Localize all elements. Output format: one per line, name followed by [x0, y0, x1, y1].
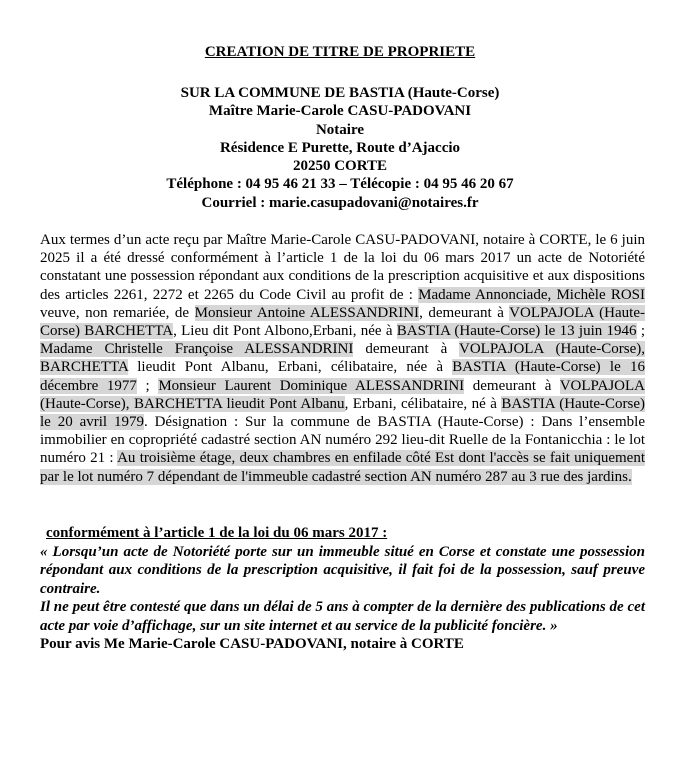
header-line-title: Notaire — [315, 121, 365, 138]
highlighted-text: BASTIA (Haute-Corse) le 16 décembre 1977 — [40, 359, 646, 394]
header-line-address: Résidence E Purette, Route d’Ajaccio — [219, 139, 461, 156]
body-text: demeurant à — [464, 377, 560, 394]
header-line-city: 20250 CORTE — [292, 158, 388, 175]
body-text: , Erbani, célibataire, né à — [344, 395, 502, 412]
highlighted-text: Madame Christelle Françoise ALESSANDRINI — [40, 341, 354, 358]
highlighted-text: VOLPAJOLA (Haute-Corse), BARCHETTA — [40, 341, 645, 376]
highlighted-text: VOLPAJOLA (Haute-Corse) BARCHETTA — [40, 304, 645, 340]
quote-paragraph: Il ne peut être contesté que dans un délai de 5 ans à compter de la dernière des publications de cet acte par voie d’affichage, sur un site internet et au service de la publicité foncière. » — [40, 599, 645, 634]
body-text: ; — [136, 377, 159, 394]
document-title: CREATION DE TITRE DE PROPRIETE — [204, 44, 476, 60]
header-line-email: Courriel : marie.casupadovani@notaires.fr — [201, 194, 479, 211]
notice-body — [40, 231, 645, 486]
header-line-commune: SUR LA COMMUNE DE BASTIA (Haute-Corse) — [180, 85, 500, 101]
body-text: ; — [636, 323, 645, 340]
highlighted-text: BASTIA (Haute-Corse) le 13 juin 1946 — [396, 323, 637, 340]
legal-quote — [40, 543, 645, 635]
highlighted-text: VOLPAJOLA (Haute-Corse), BARCHETTA lieudit Pont Albanu — [40, 377, 645, 412]
highlighted-text: Monsieur Antoine ALESSANDRINI — [194, 304, 420, 321]
body-text: veuve, non remariée, de — [40, 304, 195, 321]
header-line-phone: Téléphone : 04 95 46 21 33 – Télécopie : 04 95 46 20 67 — [166, 176, 514, 193]
body-text: . Désignation : Sur la commune de BASTIA (Haute-Corse) : Dans l’ensemble immobilier en copropriété cadastré section AN numéro 292 lieu-dit Ruelle de la Fontanicchia : le lot numéro 21 : — [40, 414, 645, 467]
body-text: demeurant à — [353, 341, 460, 358]
body-text: lieudit Pont Albanu, Erbani, célibataire, née à — [127, 359, 453, 376]
body-text: Aux termes d’un acte reçu par Maître Marie-Carole CASU-PADOVANI, notaire à CORTE, le 6 juin 2025 il a été dressé conformément à l’article 1 de la loi du 06 mars 2017 un acte de Notoriété constatant une possession répondant aux conditions de la prescription acquisitive et aux dispositions des articles 2261, 2272 et 2265 du Code Civil au profit de : — [40, 232, 645, 303]
signature-line: Pour avis Me Marie-Carole CASU-PADOVANI, notaire à CORTE — [40, 636, 464, 652]
highlighted-text: Au troisième étage, deux chambres en enfilade côté Est dont l'accès se fait uniquement par le lot numéro 7 dépendant de l'immeuble cadastré section AN numéro 287 au 3 rue des jardins. — [40, 450, 645, 485]
notary-header — [0, 84, 680, 212]
highlighted-text: BASTIA (Haute-Corse) le 20 avril 1979 — [40, 395, 646, 431]
quote-paragraph: « Lorsqu’un acte de Notoriété porte sur un immeuble situé en Corse et constate une possession répondant aux conditions de la prescription acquisitive, il fait foi de la possession, sauf preuve contraire. — [40, 544, 645, 597]
highlighted-text: Madame Annonciade, Michèle ROSI — [418, 286, 645, 303]
article-heading: conformément à l’article 1 de la loi du 06 mars 2017 : — [46, 525, 388, 541]
body-text: , demeurant à — [419, 304, 510, 321]
highlighted-text: Monsieur Laurent Dominique ALESSANDRINI — [158, 377, 465, 394]
header-line-notary-name: Maître Marie-Carole CASU-PADOVANI — [208, 103, 472, 120]
body-text: , Lieu dit Pont Albono,Erbani, née à — [173, 323, 397, 340]
